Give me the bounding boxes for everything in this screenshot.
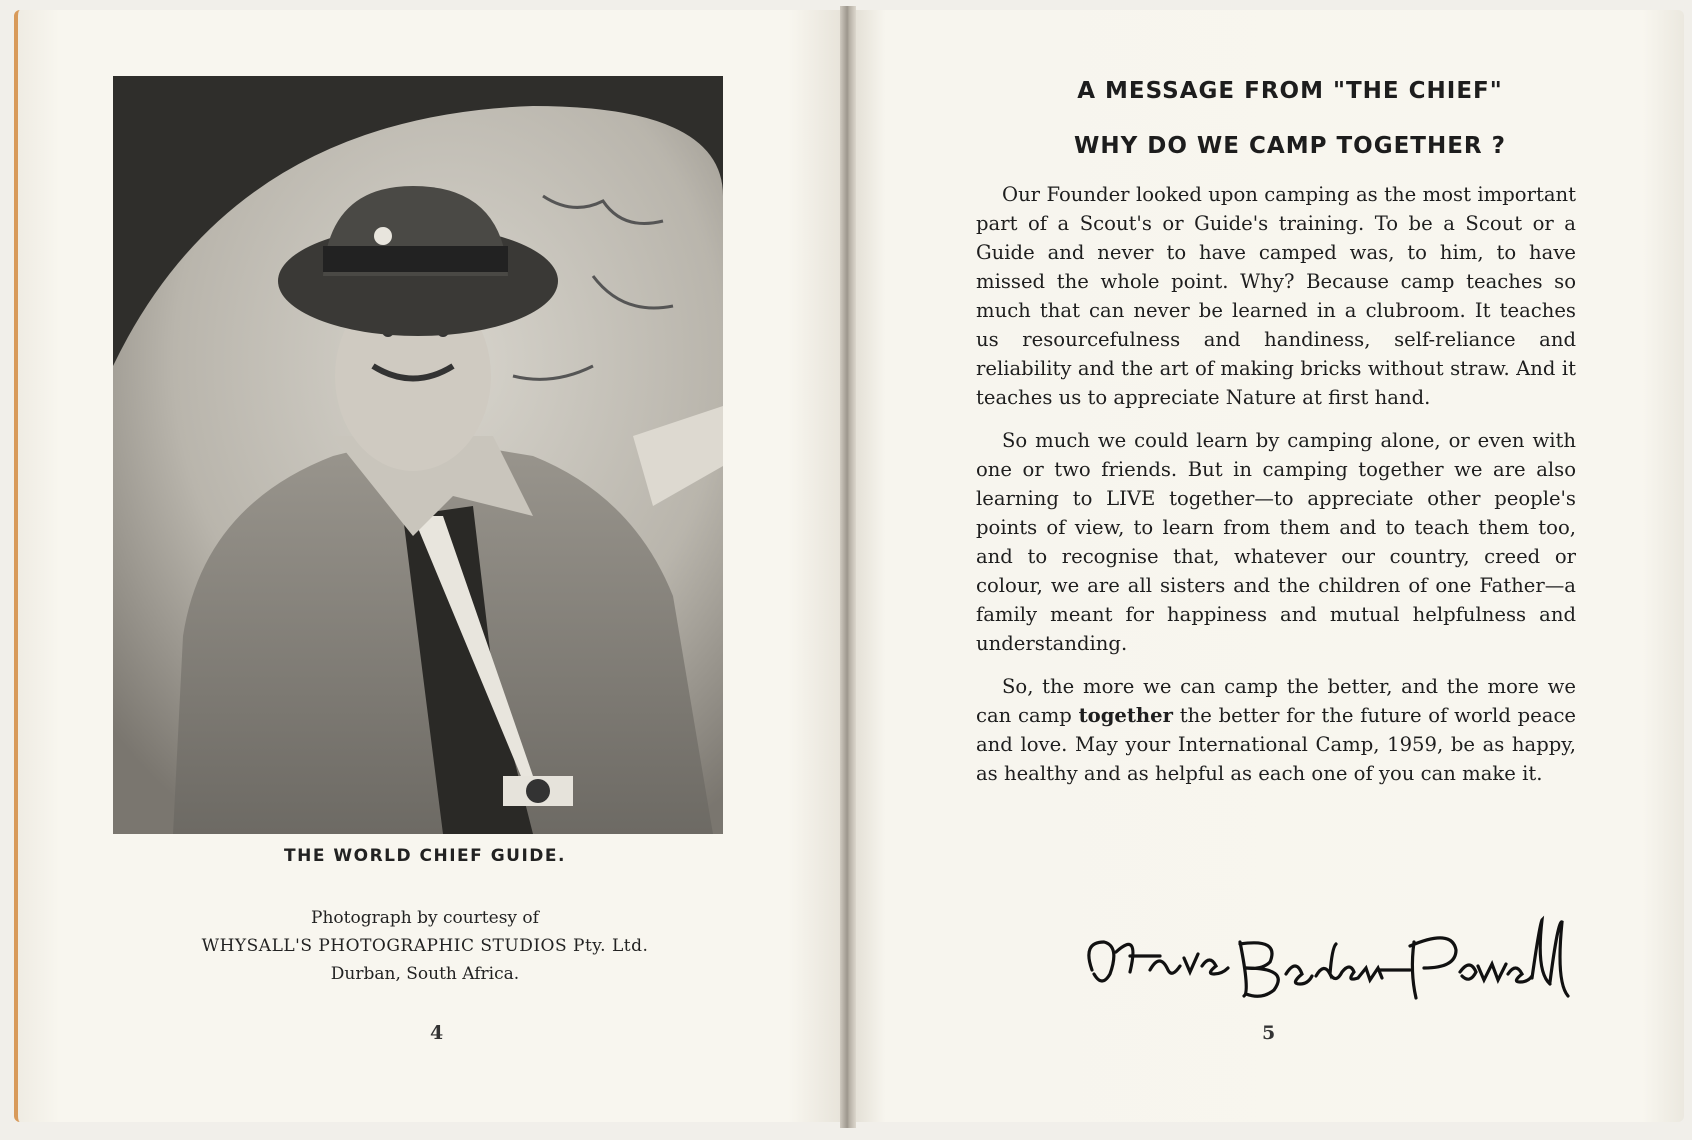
- credit-line-2: WHYSALL'S PHOTOGRAPHIC STUDIOS Pty. Ltd.: [201, 936, 649, 956]
- credit-line-3: Durban, South Africa.: [330, 964, 520, 984]
- paragraph-3-emphasis: together: [1078, 704, 1173, 727]
- signature-drawing: [1080, 912, 1570, 1012]
- paragraph-1: Our Founder looked upon camping as the most important part of a Scout's or Guide's training. To be a Scout or a Guide and never to have camped was, to him, to have missed the whole point. Why? Because camp teaches so much that can never be learned in a clubroom. It teaches us resourcefulness and handiness, self-reliance and reliability and the art of making bricks without straw. And it teaches us to appreciate Nature at first hand.: [976, 183, 1576, 409]
- paragraph-3: [976, 672, 1576, 788]
- paragraph-2: So much we could learn by camping alone, or even with one or two friends. But in camping together we are also learning to LIVE together—to appreciate other people's points of view, to learn from them and to teach them too, and to recognise that, whatever our country, creed or colour, we are all sisters and the children of one Father—a family meant for happiness and mutual helpfulness and understanding.: [976, 429, 1576, 655]
- page-number-left: 4: [430, 1022, 444, 1044]
- message-heading: A MESSAGE FROM "THE CHIEF": [1077, 78, 1503, 104]
- signature-olave-baden-powell: [1080, 912, 1570, 1012]
- book-spine: [840, 6, 856, 1128]
- credit-line-1: Photograph by courtesy of: [311, 908, 539, 928]
- photo-caption: THE WORLD CHIEF GUIDE.: [284, 846, 566, 866]
- chief-guide-photo-image: [113, 76, 723, 834]
- paragraph-3-start: So, the more we can camp the better, and the more we can camp: [976, 675, 1576, 727]
- chief-guide-photo: [113, 76, 723, 834]
- paragraph-3-end: the better for the future of world peace and love. May your International Camp, 1959, be as happy, as healthy and as helpful as each one of you can make it.: [976, 704, 1577, 785]
- message-body: [976, 180, 1576, 802]
- photo-credit: [150, 904, 700, 988]
- message-subheading: WHY DO WE CAMP TOGETHER ?: [1074, 133, 1506, 159]
- page-number-right: 5: [1262, 1022, 1276, 1044]
